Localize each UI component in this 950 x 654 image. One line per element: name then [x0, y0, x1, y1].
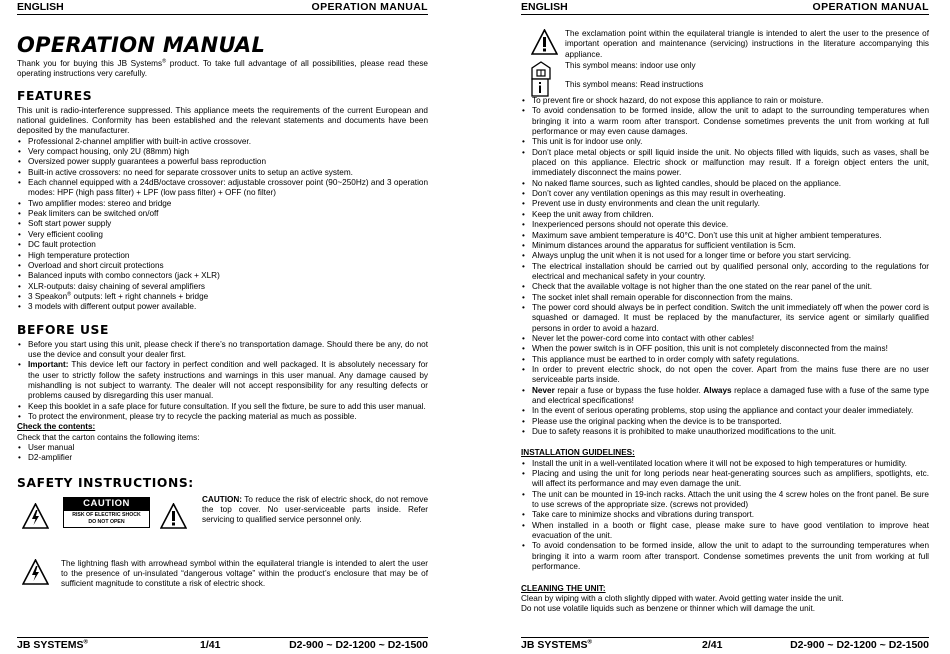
document-title: OPERATION MANUAL [17, 33, 266, 57]
list-item: • D2-amplifier [17, 453, 428, 463]
cleaning-heading: CLEANING THE UNIT: [521, 583, 606, 593]
caution-label-box [63, 497, 150, 528]
list-item: • Keep this booklet in a safe place for future consultation. If you sell the fixture, be sure to add this user manual. [17, 402, 428, 412]
list-item: • Due to safety reasons it is prohibited to make unauthorized modifications to the unit. [521, 427, 929, 437]
lightning-warning-icon [22, 559, 49, 585]
exclamation-warning-icon [531, 29, 558, 55]
contents-list [17, 443, 428, 464]
caution-description [202, 495, 428, 526]
page-1 [17, 0, 428, 654]
exclamation-warning-icon [160, 503, 187, 529]
list-item: • Please use the original packing when the device is to be transported. [521, 417, 929, 427]
list-item: • Peak limiters can be switched on/off [17, 209, 428, 219]
list-item: • Overload and short circuit protections [17, 261, 428, 271]
important-label: Important: [28, 360, 69, 370]
intro-paragraph [17, 59, 428, 80]
header-language: ENGLISH [17, 1, 64, 13]
list-item: • Balanced inputs with combo connectors (jack + XLR) [17, 271, 428, 281]
list-item: • In the event of serious operating problems, stop using the appliance and contact your dealer immediately. [521, 406, 929, 416]
list-item: • Minimum distances around the apparatus for sufficient ventilation is 5cm. [521, 241, 929, 251]
list-item: • Don’t place metal objects or spill liquid inside the unit. No objects filled with liquids, such as vases, shall be placed on this appliance. Electric shock or malfunction may result. If a foreign object enters the unit, immediately disconnect the mains power. [521, 148, 929, 179]
list-item: • This unit is for indoor use only. [521, 137, 929, 147]
page-footer [521, 637, 929, 651]
header-title: OPERATION MANUAL [311, 1, 428, 13]
caution-title: CAUTION [63, 497, 150, 511]
registered-mark: ® [83, 639, 88, 646]
list-item: • Prevent use in dusty environments and clean the unit regularly. [521, 199, 929, 209]
list-item: • Inexperienced persons should not operate this device. [521, 220, 929, 230]
list-item: • Oversized power supply guarantees a powerful bass reproduction [17, 157, 428, 167]
caution-row [17, 495, 428, 559]
list-item: • The unit can be mounted in 19-inch racks. Attach the unit using the 4 screw holes on the front panel. Be sure to use screws of the appropriate size. (screws not provided) [521, 490, 929, 511]
list-item: • To protect the environment, please try to recycle the packing material as much as possible. [17, 412, 428, 422]
list-item: • Don’t cover any ventilation openings as this may result in overheating. [521, 189, 929, 199]
page-header [17, 0, 428, 15]
installation-list [521, 459, 929, 573]
list-item: • High temperature protection [17, 251, 428, 261]
footer-page-number: 2/41 [702, 639, 723, 651]
list-item: • Install the unit in a well-ventilated location where it will not be exposed to high temperatures or humidity. [521, 459, 929, 469]
caution-text: To reduce the risk of electric shock, do not remove the top cover. No user-serviceable parts inside. Refer servicing to qualified service personnel only. [202, 494, 428, 525]
list-item: • The electrical installation should be carried out by qualified personal only, according to the regulations for electrical and mechanical safety in your country. [521, 262, 929, 283]
features-heading: FEATURES [17, 88, 93, 103]
list-item: • XLR-outputs: daisy chaining of several amplifiers [17, 282, 428, 292]
read-instructions-icon [531, 78, 549, 97]
list-item: • No naked flame sources, such as lighted candles, should be placed on the appliance. [521, 179, 929, 189]
list-item: • Very efficient cooling [17, 230, 428, 240]
list-item: • Take care to minimize shocks and vibrations during transport. [521, 510, 929, 520]
list-item [17, 292, 428, 302]
never-text-cont: replace a damaged fuse with a fuse of the same type and electrical specifications! [532, 385, 929, 405]
features-list [17, 137, 428, 313]
caution-line: DO NOT OPEN [88, 518, 125, 525]
list-item: • Each channel equipped with a 24dB/octave crossover: adjustable crossover point (90~250Hz) and 3 operation modes: HPF (high pass filter) + LPF (low pass filter) + OFF (no filter) [17, 178, 428, 199]
page-2 [521, 0, 929, 654]
exclamation-row [521, 29, 929, 60]
exclamation-description: The exclamation point within the equilateral triangle is intended to alert the user to the presence of important operation and maintenance (servicing) instructions in the literature accompanying this appliance. [565, 29, 929, 59]
footer-brand [521, 638, 592, 653]
list-item: • Before you start using this unit, please check if there’s no transportation damage. Should there be any, do not use the device and consult your dealer first. [17, 340, 428, 361]
caution-line: RISK OF ELECTRIC SHOCK [72, 511, 141, 518]
list-item: • Very compact housing, only 2U (88mm) high [17, 147, 428, 157]
intro-text: Thank you for buying this JB Systems [17, 59, 163, 68]
intro-text-cont: product. To take full advantage of all possibilities, please read these operating instructions very carefully. [17, 59, 428, 79]
cleaning-line: Do not use volatile liquids such as benzene or thinner which will damage the unit. [521, 604, 816, 614]
never-text: repair a fuse or bypass the fuse holder. [554, 385, 704, 395]
caution-warning-text [63, 511, 150, 528]
lightning-warning-icon [22, 503, 49, 529]
page-2-content [521, 29, 929, 615]
caution-label: CAUTION: [202, 494, 243, 504]
list-item: • The socket inlet shall remain operable for disconnection from the mains. [521, 293, 929, 303]
list-item: • Keep the unit away from children. [521, 210, 929, 220]
always-label: Always [703, 385, 732, 395]
footer-models: D2-900 ~ D2-1200 ~ D2-1500 [790, 639, 929, 651]
list-item: • Always unplug the unit when it is not used for a longer time or before you start servicing. [521, 251, 929, 261]
list-item: • Maximum save ambient temperature is 40°C. Don’t use this unit at higher ambient temperatures. [521, 231, 929, 241]
list-item [521, 386, 929, 407]
list-item: • Built-in active crossovers: no need for separate crossover units to setup an active system. [17, 168, 428, 178]
page-footer [17, 637, 428, 651]
list-item: • When the power switch is in OFF position, this unit is not completely disconnected from the mains! [521, 344, 929, 354]
features-paragraph: This unit is radio-interference suppressed. This appliance meets the requirements of the current European and national guidelines. Conformity has been established and the relevant statements and documents have been deposited by the manufacturer. [17, 105, 428, 136]
indoor-description: This symbol means: indoor use only [565, 61, 696, 71]
list-item: • When installed in a booth or flight case, please make sure to have good ventilation to improve heat evacuation of the unit. [521, 521, 929, 542]
list-item: • In order to prevent electric shock, do not open the cover. Apart from the mains fuse there are no user serviceable parts inside. [521, 365, 929, 386]
registered-mark: ® [587, 639, 592, 646]
list-item: • To avoid condensation to be formed inside, allow the unit to adapt to the surrounding temperatures when bringing it into a warm room after transport. Condense sometimes prevents the unit from working at full performance or may even cause damages. [521, 106, 929, 137]
indoor-row [521, 61, 929, 77]
read-description: This symbol means: Read instructions [565, 80, 704, 90]
list-item: • Check that the available voltage is not higher than the one stated on the rear panel of the unit. [521, 282, 929, 292]
list-item: • User manual [17, 443, 428, 453]
list-item: • 3 models with different output power available. [17, 302, 428, 312]
page-header [521, 0, 929, 15]
list-item: • Soft start power supply [17, 219, 428, 229]
safety-list [521, 96, 929, 437]
list-item: • Never let the power-cord come into contact with other cables! [521, 334, 929, 344]
lightning-description: The lightning flash with arrowhead symbol within the equilateral triangle is intended to alert the user to the presence of un-insulated “dangerous voltage” within the product’s enclosure that may be of sufficient magnitude to constitute a risk of electric shock. [61, 558, 428, 589]
footer-brand-text: JB SYSTEMS [17, 639, 84, 651]
list-item: • Professional 2-channel amplifier with built-in active crossover. [17, 137, 428, 147]
before-use-list [17, 340, 428, 423]
safety-heading: SAFETY INSTRUCTIONS: [17, 475, 194, 490]
list-item: • Placing and using the unit for long periods near heat-generating sources such as amplifiers, spotlights, etc. will affect its performance and may even damage the unit. [521, 469, 929, 490]
cleaning-line: Clean by wiping with a cloth slightly dipped with water. Avoid getting water inside the unit. [521, 593, 844, 603]
check-contents-heading: Check the contents: [17, 422, 96, 432]
footer-brand [17, 638, 88, 653]
footer-brand-text: JB SYSTEMS [521, 639, 588, 651]
speakon-text-cont: outputs: left + right channels + bridge [71, 291, 209, 301]
lightning-row [17, 559, 428, 590]
check-contents-text: Check that the carton contains the following items: [17, 432, 200, 442]
installation-heading: INSTALLATION GUIDELINES: [521, 448, 635, 458]
before-use-heading: BEFORE USE [17, 322, 110, 337]
list-item: • The power cord should always be in perfect condition. Switch the unit immediately off when the power cord is squashed or damaged. It must be replaced by the manufacturer, its service agent or similarly qualified persons in order to avoid a hazard. [521, 303, 929, 334]
list-item [17, 360, 428, 401]
list-item: • To prevent fire or shock hazard, do not expose this appliance to rain or moisture. [521, 96, 929, 106]
footer-page-number: 1/41 [200, 639, 221, 651]
important-text: This device left our factory in perfect condition and well packaged. It is absolutely necessary for the user to strictly follow the safety instructions and warnings in this user manual. Any damage caused by mishandling is not subject to warranty. The dealer will not accept responsibility for any resulting defects or problems caused by disregarding this user manual. [28, 360, 428, 401]
header-language: ENGLISH [521, 1, 568, 13]
list-item: • This appliance must be earthed to in order comply with safety regulations. [521, 355, 929, 365]
never-label: Never [532, 385, 555, 395]
list-item: • Two amplifier modes: stereo and bridge [17, 199, 428, 209]
footer-models: D2-900 ~ D2-1200 ~ D2-1500 [289, 639, 428, 651]
header-title: OPERATION MANUAL [812, 1, 929, 13]
registered-mark: ® [162, 58, 167, 65]
list-item: • To avoid condensation to be formed inside, allow the unit to adapt to the surrounding temperatures when bringing it into a warm room after transport. Condense sometimes prevents the unit from working at full performance. [521, 541, 929, 572]
page-1-content [17, 20, 428, 590]
read-instructions-row [521, 80, 929, 96]
speakon-text: 3 Speakon [28, 291, 68, 301]
list-item: • DC fault protection [17, 240, 428, 250]
registered-mark: ® [67, 291, 72, 298]
